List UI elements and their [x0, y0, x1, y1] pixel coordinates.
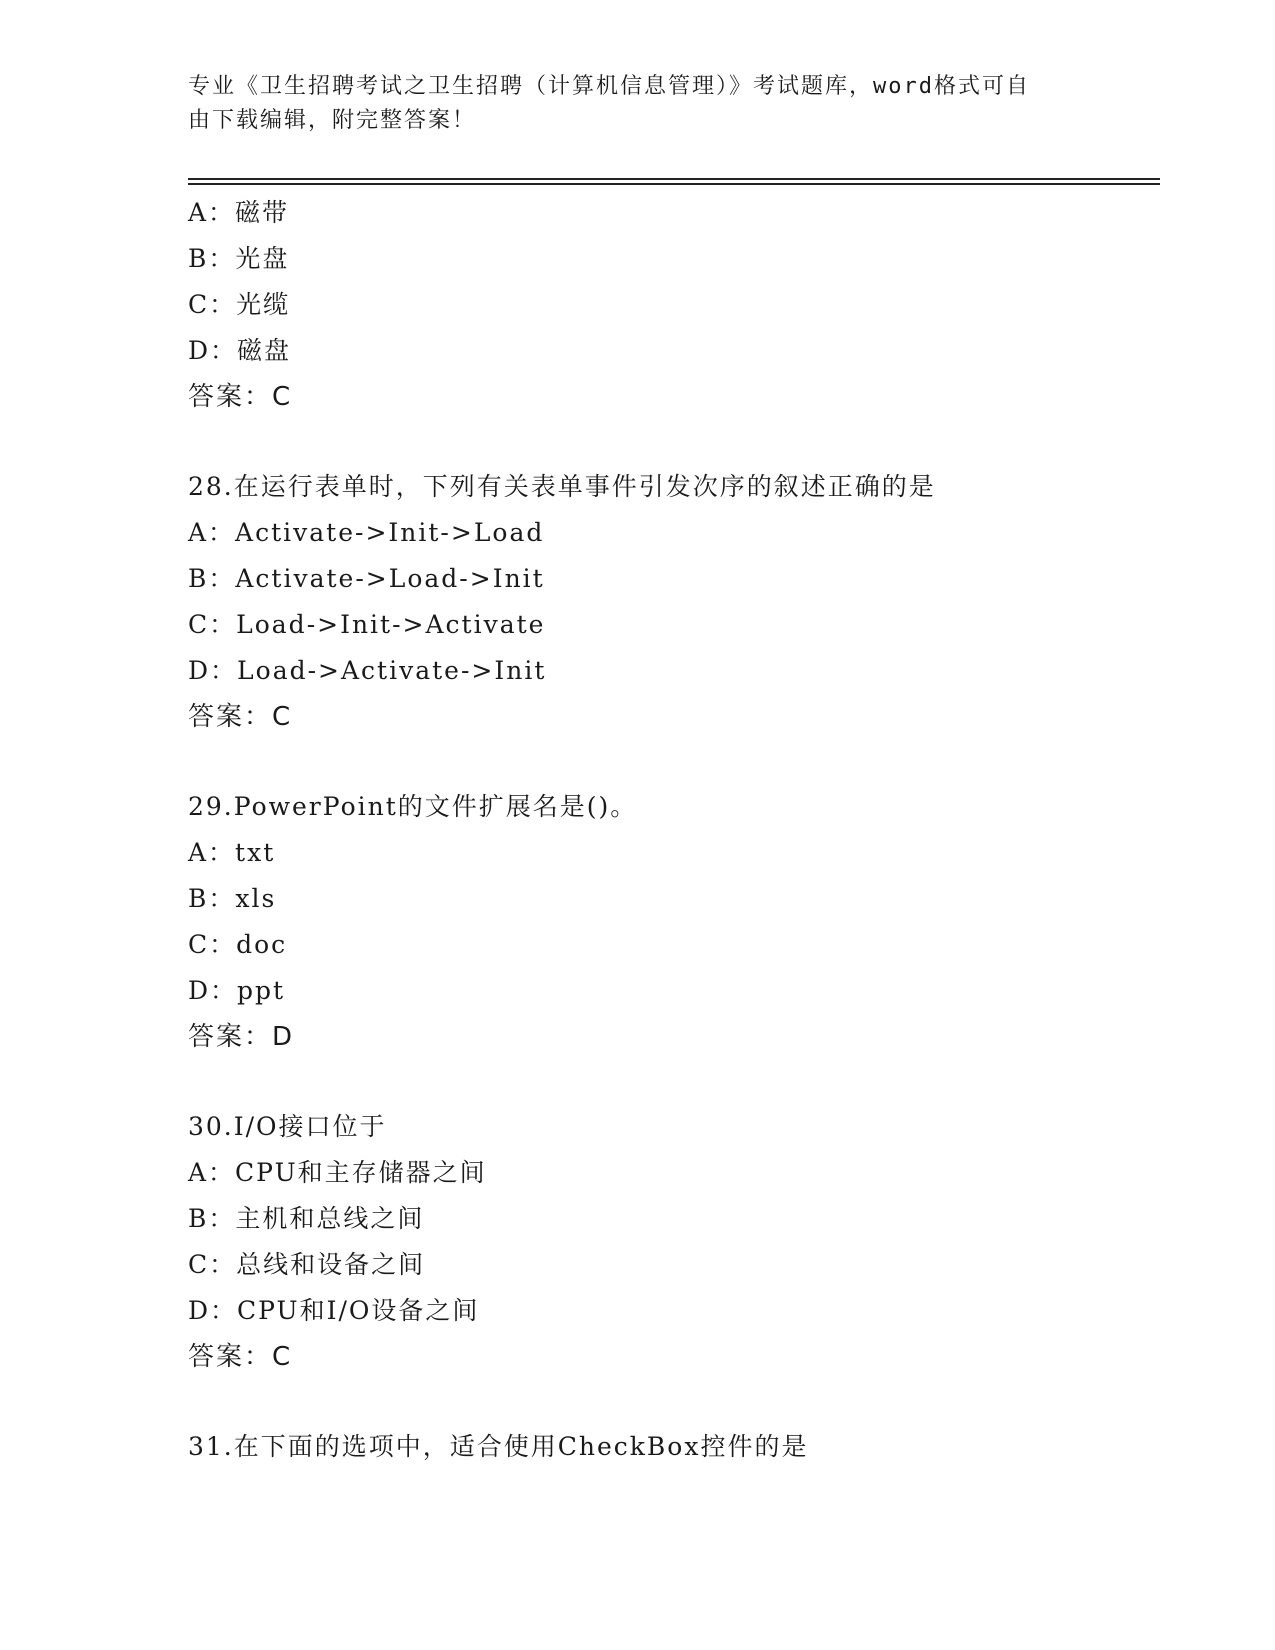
question-title: 31.在下面的选项中，适合使用CheckBox控件的是	[188, 1432, 809, 1461]
option-d: D：Load->Activate->Init	[188, 656, 547, 685]
answer-line: 答案：C	[188, 382, 293, 412]
header-line-2: 由下载编辑，附完整答案！	[188, 108, 477, 133]
question-30	[188, 1104, 1148, 1380]
header-divider-top	[188, 178, 1160, 180]
option-b: B：Activate->Load->Init	[188, 564, 545, 593]
option-d: D：ppt	[188, 976, 286, 1005]
header-divider-bottom	[188, 183, 1160, 185]
option-c: C：光缆	[188, 290, 291, 319]
option-b: B：光盘	[188, 244, 290, 273]
question-31	[188, 1424, 1148, 1470]
option-b: B：主机和总线之间	[188, 1204, 425, 1233]
option-a: A：磁带	[188, 198, 290, 227]
question-27	[188, 190, 1148, 420]
answer-line: 答案：C	[188, 1342, 293, 1372]
question-list	[188, 190, 1148, 1470]
option-c: C：Load->Init->Activate	[188, 610, 546, 639]
option-d: D：CPU和I/O设备之间	[188, 1296, 480, 1325]
answer-line: 答案：C	[188, 702, 293, 732]
option-a: A：Activate->Init->Load	[188, 518, 545, 547]
header-line-1: 专业《卫生招聘考试之卫生招聘（计算机信息管理）》考试题库，word格式可自	[188, 74, 1030, 99]
question-28	[188, 464, 1148, 740]
option-a: A：txt	[188, 838, 276, 867]
document-header	[188, 70, 1088, 138]
option-c: C：doc	[188, 930, 288, 959]
question-29	[188, 784, 1148, 1060]
answer-line: 答案：D	[188, 1022, 295, 1052]
option-a: A：CPU和主存储器之间	[188, 1158, 487, 1187]
option-d: D：磁盘	[188, 336, 292, 365]
question-title: 28.在运行表单时，下列有关表单事件引发次序的叙述正确的是	[188, 472, 936, 501]
option-c: C：总线和设备之间	[188, 1250, 426, 1279]
question-title: 29.PowerPoint的文件扩展名是()。	[188, 792, 638, 821]
option-b: B：xls	[188, 884, 277, 913]
question-title: 30.I/O接口位于	[188, 1112, 387, 1141]
